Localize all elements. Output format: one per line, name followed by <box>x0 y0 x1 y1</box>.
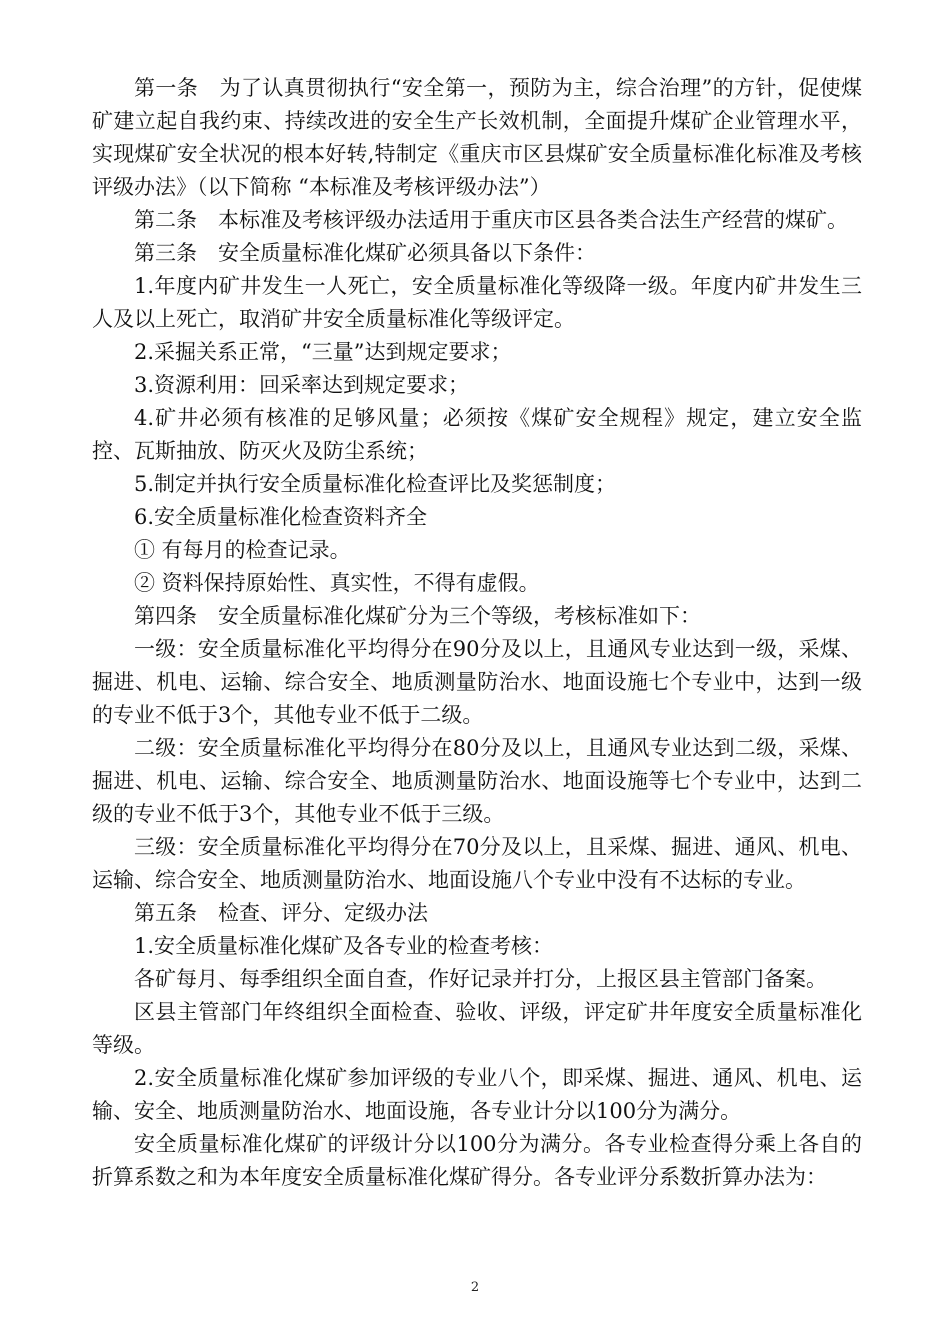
method-2-scoring: 安全质量标准化煤矿的评级计分以100分为满分。各专业检查得分乘上各自的折算系数之和为本年度安全质量标准化煤矿得分。各专业评分系数折算办法为： <box>92 1132 862 1189</box>
document-body <box>92 72 862 1194</box>
article-1: 第一条 为了认真贯彻执行“安全第一，预防为主，综合治理”的方针，促使煤矿建立起自我约束、持续改进的安全生产长效机制，全面提升煤矿企业管理水平，实现煤矿安全状况的根本好转,特制定《重庆市区县煤矿安全质量标准化标准及考核评级办法》（以下简称 “本标准及考核评级办法”） <box>92 76 862 199</box>
condition-6: 6.安全质量标准化检查资料齐全 <box>134 505 428 529</box>
method-1-annual-check: 区县主管部门年终组织全面检查、验收、评级，评定矿井年度安全质量标准化等级。 <box>92 1000 862 1057</box>
condition-3: 3.资源利用：回采率达到规定要求； <box>134 373 470 397</box>
page-number: 2 <box>470 1280 480 1295</box>
method-1: 1.安全质量标准化煤矿及各专业的检查考核： <box>134 934 554 958</box>
article-4: 第四条 安全质量标准化煤矿分为三个等级，考核标准如下： <box>134 604 701 628</box>
condition-1: 1.年度内矿井发生一人死亡，安全质量标准化等级降一级。年度内矿井发生三人及以上死亡，取消矿井安全质量标准化等级评定。 <box>92 274 862 331</box>
condition-5: 5.制定并执行安全质量标准化检查评比及奖惩制度； <box>134 472 617 496</box>
article-3: 第三条 安全质量标准化煤矿必须具备以下条件： <box>134 241 596 265</box>
condition-6-item-1: ① 有每月的检查记录。 <box>134 538 351 562</box>
article-5: 第五条 检查、评分、定级办法 <box>134 901 428 925</box>
condition-2: 2.采掘关系正常，“三量”达到规定要求； <box>134 340 512 364</box>
condition-6-item-2: ② 资料保持原始性、真实性，不得有虚假。 <box>134 571 540 595</box>
grade-3: 三级：安全质量标准化平均得分在70分及以上，且采煤、掘进、通风、机电、运输、综合安全、地质测量防治水、地面设施八个专业中没有不达标的专业。 <box>92 835 862 892</box>
condition-4: 4.矿井必须有核准的足够风量；必须按《煤矿安全规程》规定，建立安全监控、瓦斯抽放、防灭火及防尘系统； <box>92 406 862 463</box>
grade-1: 一级：安全质量标准化平均得分在90分及以上，且通风专业达到一级，采煤、掘进、机电、运输、综合安全、地质测量防治水、地面设施七个专业中，达到一级的专业不低于3个，其他专业不低于二级。 <box>92 637 862 727</box>
method-2: 2.安全质量标准化煤矿参加评级的专业八个，即采煤、掘进、通风、机电、运输、安全、地质测量防治水、地面设施，各专业计分以100分为满分。 <box>92 1066 862 1123</box>
article-2: 第二条 本标准及考核评级办法适用于重庆市区县各类合法生产经营的煤矿。 <box>134 208 848 232</box>
grade-2: 二级：安全质量标准化平均得分在80分及以上，且通风专业达到二级，采煤、掘进、机电、运输、综合安全、地质测量防治水、地面设施等七个专业中，达到二级的专业不低于3个，其他专业不低于三级。 <box>92 736 862 826</box>
method-1-self-check: 各矿每月、每季组织全面自查，作好记录并打分，上报区县主管部门备案。 <box>134 967 827 991</box>
